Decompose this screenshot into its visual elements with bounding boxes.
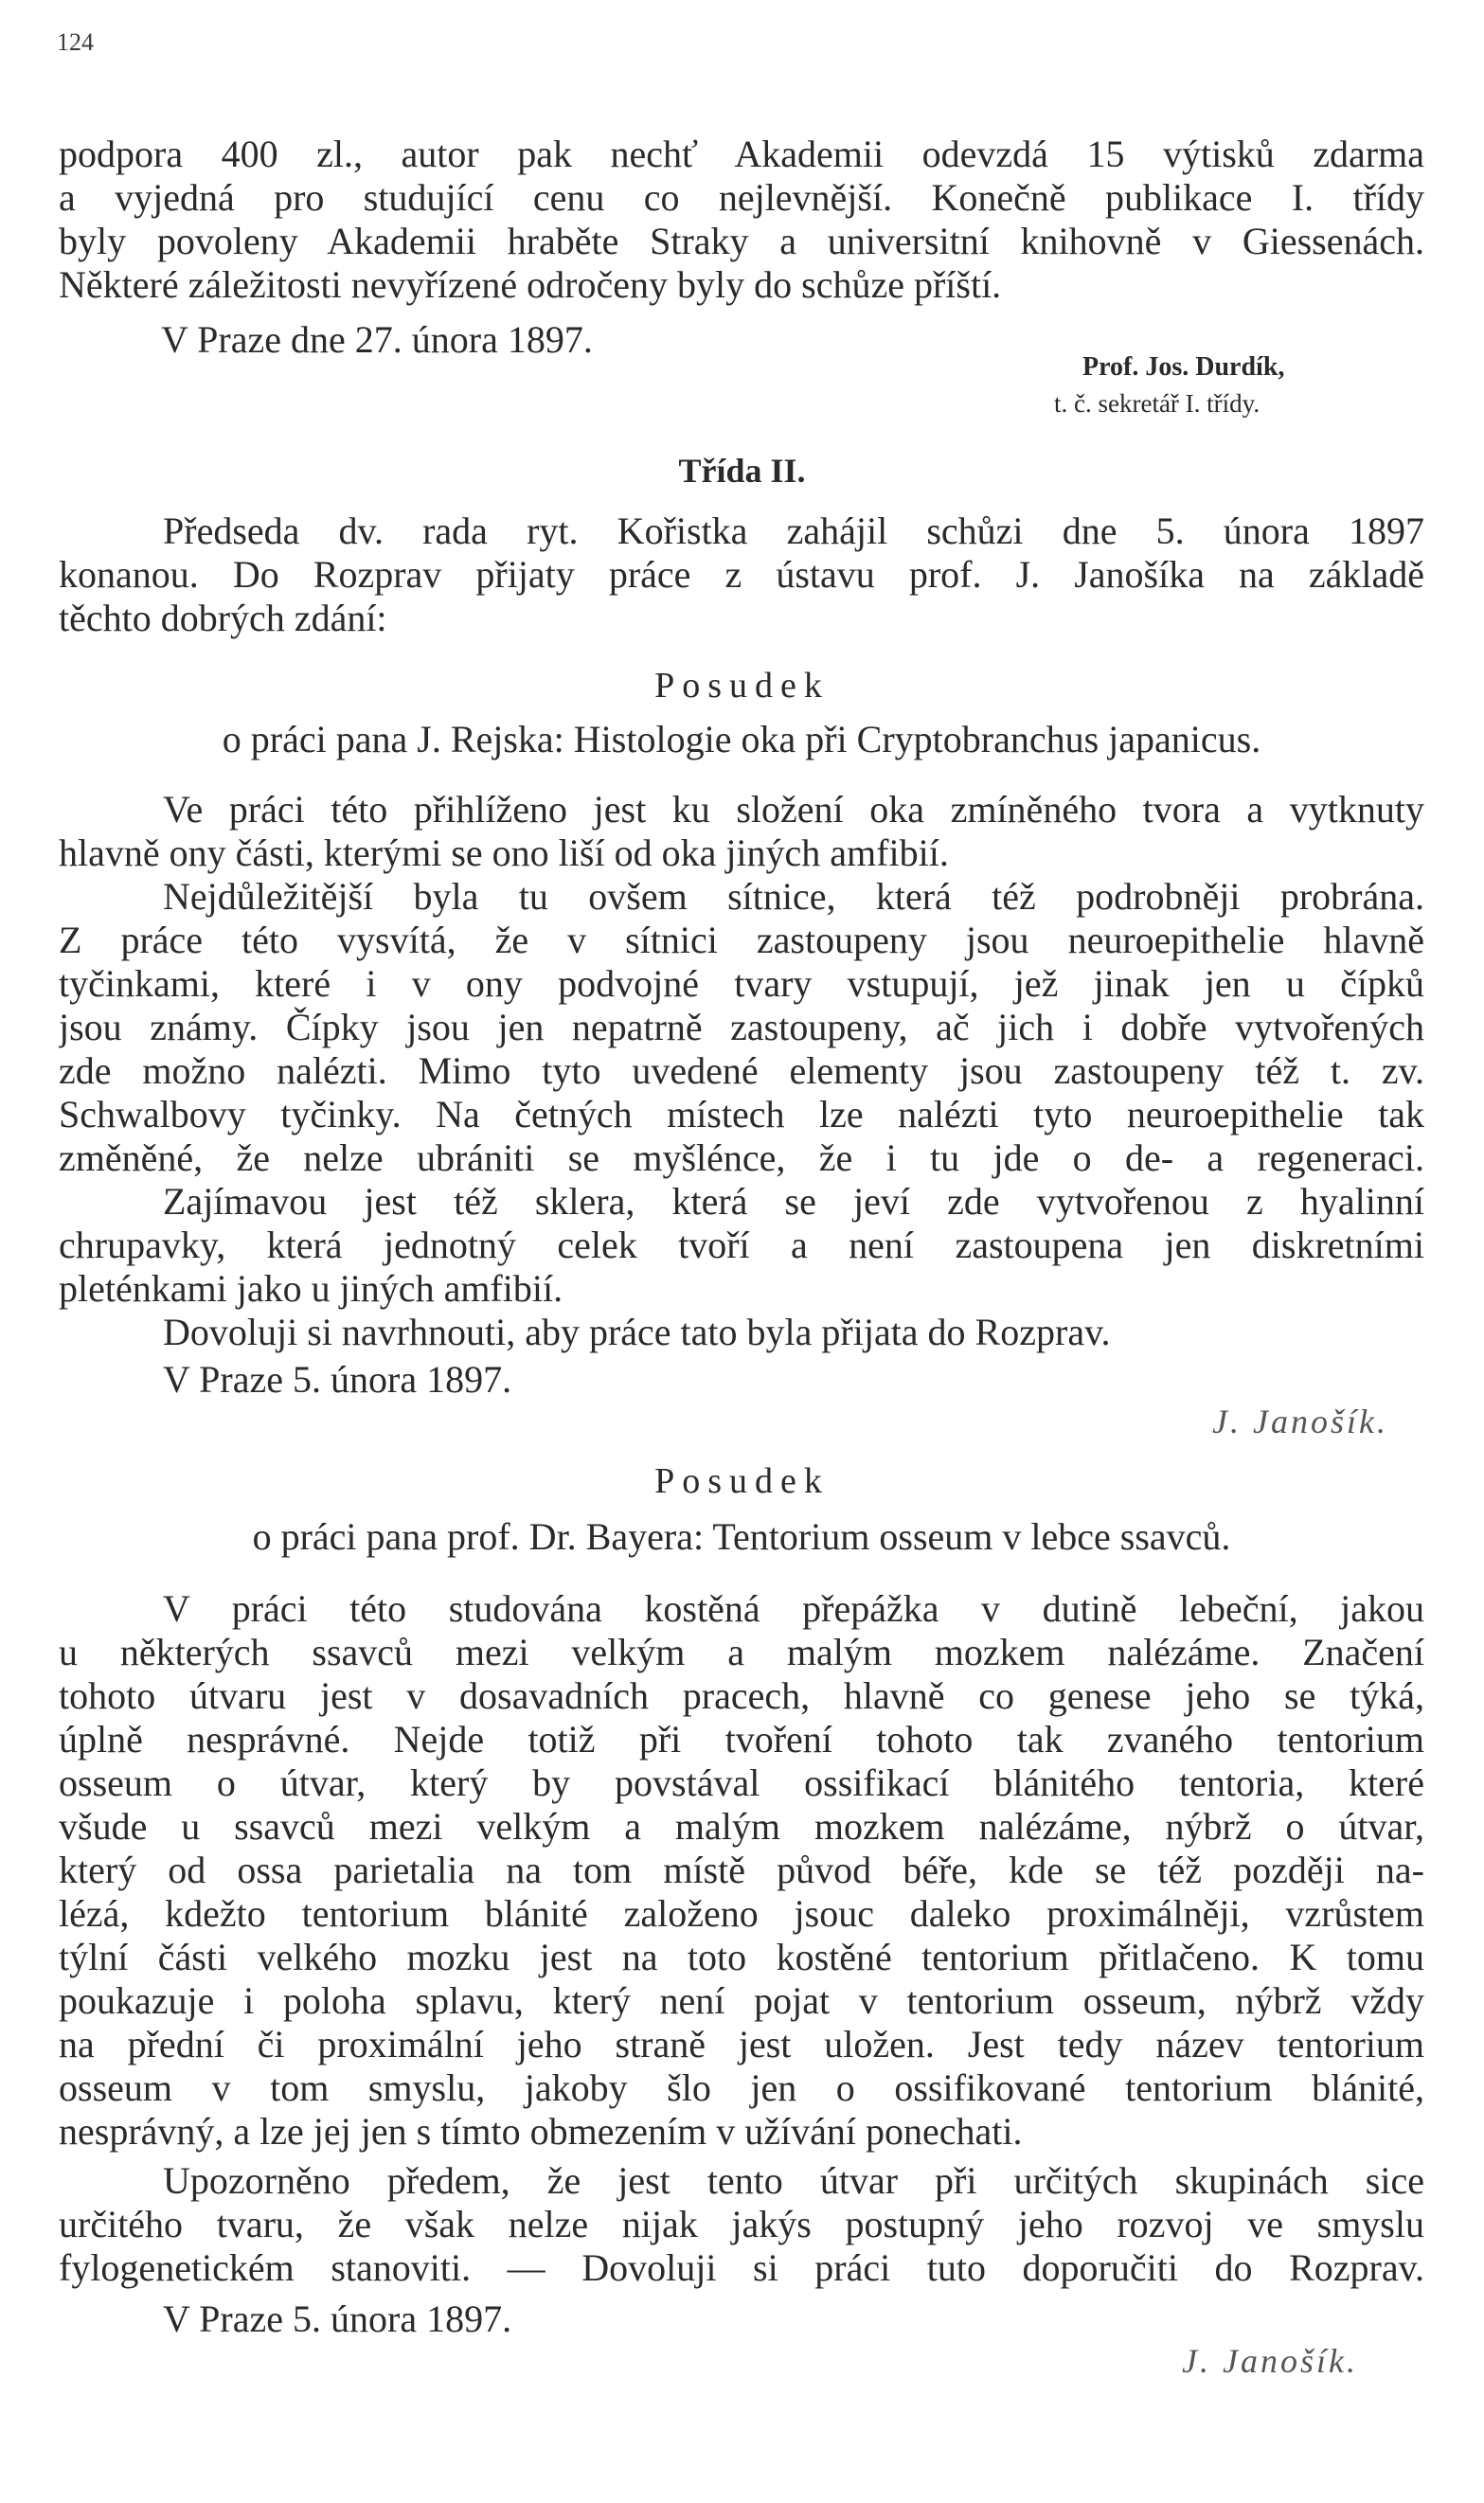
paragraph-line: Schwalbovy tyčinky. Na četných místech lze nalézti tyto neuroepithelie tak xyxy=(59,1093,1424,1135)
date-line: V Praze 5. února 1897. xyxy=(163,1358,512,1401)
paragraph-line: úplně nesprávné. Nejde totiž při tvoření tohoto tak zvaného tentorium xyxy=(59,1718,1424,1761)
paragraph-line: všude u ssavců mezi velkým a malým mozkem nalézáme, nýbrž o útvar, xyxy=(59,1805,1424,1848)
paragraph-line: konanou. Do Rozprav přijaty práce z ústavu prof. J. Janošíka na základě xyxy=(59,553,1424,596)
paragraph-line: Některé záležitosti nevyřízené odročeny byly do schůze příští. xyxy=(59,263,1002,306)
date-line: V Praze dne 27. února 1897. xyxy=(161,318,593,361)
paragraph-line: u některých ssavců mezi velkým a malým mozkem nalézáme. Značení xyxy=(59,1631,1424,1673)
paragraph-line: Upozorněno předem, že jest tento útvar při určitých skupinách sice xyxy=(163,2159,1424,2202)
date-line: V Praze 5. února 1897. xyxy=(163,2297,512,2340)
review-subtitle: o práci pana J. Rejska: Histologie oka při Cryptobranchus japanicus. xyxy=(222,718,1261,760)
signature-name: Prof. Jos. Durdík, xyxy=(1082,352,1285,382)
paragraph-line: který od ossa parietalia na tom místě původ béře, kde se též později na- xyxy=(59,1849,1424,1891)
paragraph-line: fylogenetickém stanoviti. — Dovoluji si práci tuto doporučiti do Rozprav. xyxy=(59,2246,1424,2289)
review2-signature: J. Janošík. xyxy=(1182,2342,1358,2380)
paragraph-line: lézá, kdežto tentorium blánité založeno jsouc daleko proximálněji, vzrůstem xyxy=(59,1892,1424,1935)
paragraph-line: Ve práci této přihlíženo jest ku složení oka zmíněného tvora a vytknuty xyxy=(163,788,1424,831)
paragraph-line: Dovoluji si navrhnouti, aby práce tato byla přijata do Rozprav. xyxy=(163,1311,1111,1353)
review-title: Posudek xyxy=(654,1461,830,1501)
paragraph-line: změněné, že nelze ubrániti se myšlénce, že i tu jde o de- a regeneraci. xyxy=(59,1136,1424,1179)
review1-signature: J. Janošík. xyxy=(1212,1403,1388,1440)
review-subtitle: o práci pana prof. Dr. Bayera: Tentorium osseum v lebce ssavců. xyxy=(252,1515,1231,1558)
section-heading: Třída II. xyxy=(678,452,806,490)
page-number: 124 xyxy=(57,28,94,56)
paragraph-line: tyčinkami, které i v ony podvojné tvary vstupují, jež jinak jen u čípků xyxy=(59,962,1424,1005)
paragraph-line: tohoto útvaru jest v dosavadních pracech, hlavně co genese jeho se týká, xyxy=(59,1674,1424,1717)
paragraph-line: osseum v tom smyslu, jakoby šlo jen o ossifikované tentorium blánité, xyxy=(59,2066,1424,2109)
paragraph-line: chrupavky, která jednotný celek tvoří a není zastoupena jen diskretními xyxy=(59,1224,1424,1266)
paragraph-line: pleténkami jako u jiných amfibií. xyxy=(59,1267,563,1310)
paragraph-line: Nejdůležitější byla tu ovšem sítnice, která též podrobněji probrána. xyxy=(163,875,1424,918)
signature-role: t. č. sekretář I. třídy. xyxy=(1054,389,1261,418)
paragraph-line: Předseda dv. rada ryt. Kořistka zahájil schůzi dne 5. února 1897 xyxy=(163,510,1424,552)
paragraph-line: určitého tvaru, že však nelze nijak jakýs postupný jeho rozvoj ve smyslu xyxy=(59,2203,1424,2245)
paragraph-line: těchto dobrých zdání: xyxy=(59,597,387,639)
paragraph-line: jsou známy. Čípky jsou jen nepatrně zastoupeny, ač jich i dobře vytvořených xyxy=(59,1006,1424,1048)
paragraph-line: na přední či proximální jeho straně jest uložen. Jest tedy název tentorium xyxy=(59,2023,1424,2065)
paragraph-line: hlavně ony části, kterými se ono liší od oka jiných amfibií. xyxy=(59,831,949,874)
paragraph-line: Z práce této vysvítá, že v sítnici zastoupeny jsou neuroepithelie hlavně xyxy=(59,919,1424,961)
paragraph-line: podpora 400 zl., autor pak nechť Akademii odevzdá 15 výtisků zdarma xyxy=(59,133,1424,175)
paragraph-line: V práci této studována kostěná přepážka v dutině lebeční, jakou xyxy=(163,1587,1424,1630)
paragraph-line: byly povoleny Akademii hraběte Straky a universitní knihovně v Giessenách. xyxy=(59,220,1424,262)
paragraph-line: zde možno nalézti. Mimo tyto uvedené elementy jsou zastoupeny též t. zv. xyxy=(59,1049,1424,1092)
paragraph-line: osseum o útvar, který by povstával ossifikací blánitého tentoria, které xyxy=(59,1761,1424,1804)
paragraph-line: a vyjedná pro studující cenu co nejlevnější. Konečně publikace I. třídy xyxy=(59,176,1424,219)
paragraph-line: týlní části velkého mozku jest na toto kostěné tentorium přitlačeno. K tomu xyxy=(59,1936,1424,1978)
paragraph-line: poukazuje i poloha splavu, který není pojat v tentorium osseum, nýbrž vždy xyxy=(59,1979,1424,2022)
paragraph-line: nesprávný, a lze jej jen s tímto obmezením v užívání ponechati. xyxy=(59,2110,1023,2153)
review-title: Posudek xyxy=(654,666,830,706)
paragraph-line: Zajímavou jest též sklera, která se jeví zde vytvořenou z hyalinní xyxy=(163,1180,1424,1223)
